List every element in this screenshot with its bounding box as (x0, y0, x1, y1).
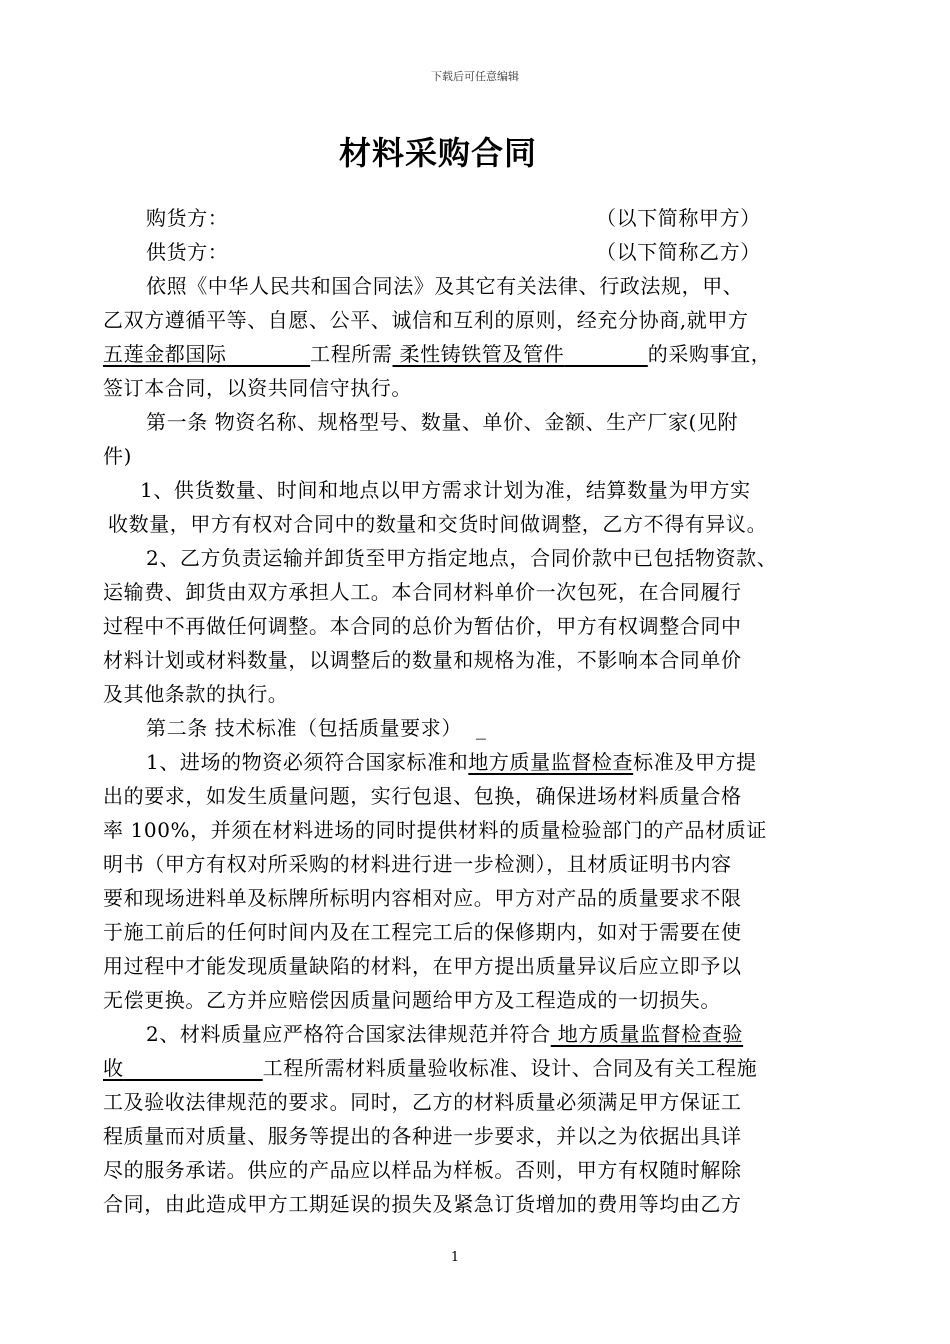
intro-line-1: 依照《中华人民共和国合同法》及其它有关法律、行政法规，甲、 (146, 274, 744, 298)
supplier-label: 供货方： (146, 240, 229, 264)
material-name-field (393, 342, 648, 366)
header-note: 下载后可任意编辑 (431, 70, 519, 83)
buyer-label: 购货方： (146, 206, 229, 230)
project-name-field (103, 342, 310, 366)
article1-item2-line-3: 过程中不再做任何调整。本合同的总价为暂估价，甲方有权调整合同中 (103, 614, 742, 638)
article2-item1-line-5: 要和现场进料单及标牌所标明内容相对应。甲方对产品的质量要求不限 (103, 886, 742, 910)
intro-mid-text: 工程所需 (310, 342, 393, 366)
buyer-alias: （以下简称甲方） (596, 206, 761, 230)
article1-item1-line-1: 1、供货数量、时间和地点以甲方需求计划为准，结算数量为甲方实 (140, 478, 751, 502)
project-name: 五莲金都国际 (103, 342, 227, 366)
acceptance-standard-field: 地方质量监督检查验 (550, 1022, 744, 1046)
article2-item2-line-5: 尽的服务承诺。供应的产品应以样品为样板。否则，甲方有权随时解除 (103, 1158, 742, 1182)
acceptance-standard-tail: 收 (103, 1056, 124, 1080)
article1-item2-line-4: 材料计划或材料数量，以调整后的数量和规格为准，不影响本合同单价 (103, 648, 742, 672)
article2-item2-text-a: 2、材料质量应严格符合国家法律规范并符合 (146, 1022, 551, 1046)
article1-heading-line-2: 件) (103, 444, 133, 468)
article2-item1-text-b: 标准及甲方提 (633, 750, 757, 774)
article1-item2-line-1: 2、乙方负责运输并卸货至甲方指定地点，合同价款中已包括物资款、 (146, 546, 778, 570)
article2-item1-line-7: 用过程中才能发现质量缺陷的材料，在甲方提出质量异议后应立即予以 (103, 954, 742, 978)
article2-item1-line-4: 明书（甲方有权对所采购的材料进行进一步检测），且材质证明书内容 (103, 852, 732, 876)
material-name: 柔性铸铁管及管件 (399, 342, 565, 366)
intro-line-4: 签订本合同，以资共同信守执行。 (103, 376, 412, 400)
intro-end-text: 的采购事宜， (647, 342, 772, 366)
article1-item2-line-5: 及其他条款的执行。 (103, 682, 289, 706)
article2-item1-line-2: 出的要求，如发生质量问题，实行包退、包换，确保进场材料质量合格 (103, 784, 742, 808)
article2-item1-line-3: 率 100%，并须在材料进场的同时提供材料的质量检验部门的产品材质证 (103, 818, 767, 842)
page-number: 1 (450, 1250, 460, 1265)
local-standard-field: 地方质量监督检查 (468, 750, 634, 774)
article1-item1-line-2: 收数量，甲方有权对合同中的数量和交货时间做调整，乙方不得有异议。 (108, 512, 768, 536)
page-title: 材料采购合同 (338, 134, 537, 172)
article2-item2-line-2 (103, 1056, 757, 1080)
supplier-alias: （以下简称乙方） (596, 240, 761, 264)
article2-heading-blank: _ (475, 716, 487, 740)
article2-item2-text-b: 工程所需材料质量验收标准、设计、合同及有关工程施 (262, 1056, 758, 1080)
article2-item2-line-4: 程质量而对质量、服务等提出的各种进一步要求，并以之为依据出具详 (103, 1124, 742, 1148)
article1-item2-line-2: 运输费、卸货由双方承担人工。本合同材料单价一次包死，在合同履行 (103, 580, 742, 604)
article2-item1-line-6: 于施工前后的任何时间内及在工程完工后的保修期内，如对于需要在使 (103, 920, 742, 944)
article2-item2-line-6: 合同，由此造成甲方工期延误的损失及紧急订货增加的费用等均由乙方 (103, 1192, 742, 1216)
intro-line-2: 乙双方遵循平等、自愿、公平、诚信和互利的原则，经充分协商,就甲方 (103, 308, 749, 332)
article2-item1-text-a: 1、进场的物资必须符合国家标准和 (146, 750, 469, 774)
article2-item2-line-1 (146, 1022, 743, 1046)
article2-item1-line-1 (146, 750, 757, 774)
article1-heading-line-1: 第一条 物资名称、规格型号、数量、单价、金额、生产厂家(见附 (146, 410, 739, 434)
article2-item1-line-8: 无偿更换。乙方并应赔偿因质量问题给甲方及工程造成的一切损失。 (103, 988, 721, 1012)
intro-line-3 (103, 342, 771, 366)
article2-heading (146, 716, 487, 740)
article2-heading-text: 第二条 技术标准（包括质量要求） (146, 716, 462, 740)
acceptance-standard-field-cont (103, 1056, 263, 1080)
article2-item2-line-3: 工及验收法律规范的要求。同时，乙方的材料质量必须满足甲方保证工 (103, 1090, 742, 1114)
